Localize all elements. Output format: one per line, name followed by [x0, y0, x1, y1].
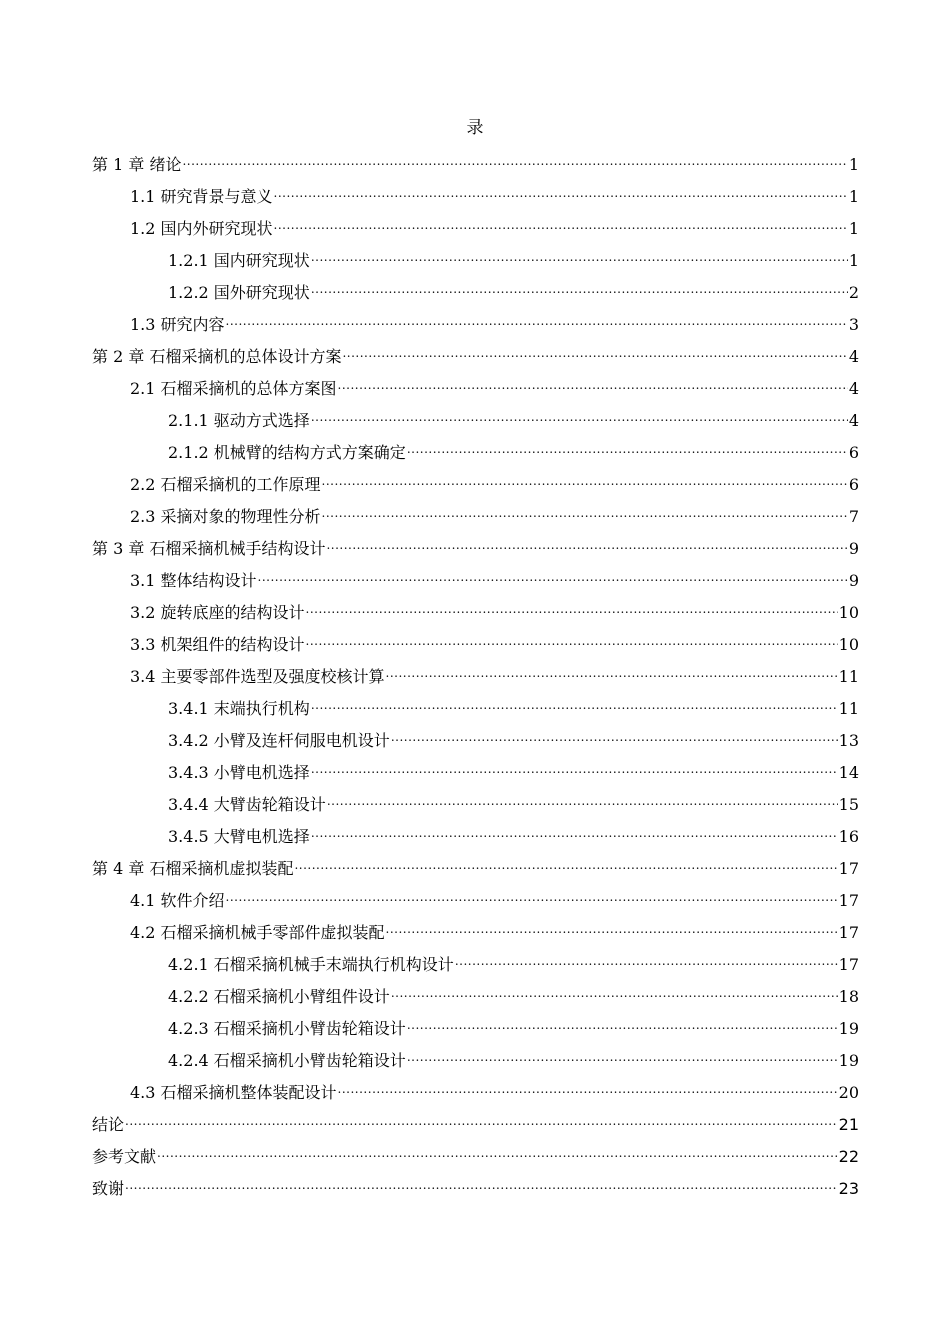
toc-entry-page-number: 17 [838, 891, 859, 910]
toc-entry-page-number: 23 [838, 1179, 859, 1198]
toc-entry[interactable] [92, 144, 859, 176]
toc-dot-leader [311, 816, 838, 842]
toc-entry-label: 致谢 [92, 1179, 125, 1198]
toc-entry-label: 3.3 机架组件的结构设计 [130, 635, 305, 654]
toc-entry[interactable] [92, 880, 859, 912]
toc-entry[interactable] [92, 592, 859, 624]
toc-entry-label: 4.2.2 石榴采摘机小臂组件设计 [168, 987, 390, 1006]
toc-entry-label: 4.2 石榴采摘机械手零部件虚拟装配 [130, 923, 385, 942]
toc-dot-leader [125, 1168, 838, 1194]
toc-entry-page-number: 15 [838, 795, 859, 814]
toc-entry-page-number: 21 [838, 1115, 859, 1134]
toc-entry[interactable] [92, 624, 859, 656]
toc-entry-page-number: 7 [848, 507, 859, 526]
toc-dot-leader [327, 784, 838, 810]
toc-dot-leader [391, 720, 838, 746]
toc-entry[interactable] [92, 432, 859, 464]
toc-entry-page-number: 1 [848, 155, 859, 174]
toc-dot-leader [455, 944, 838, 970]
toc-entry-page-number: 4 [848, 347, 859, 366]
toc-entry-label: 1.2 国内外研究现状 [130, 219, 273, 238]
toc-dot-leader [311, 240, 848, 266]
toc-entry[interactable] [92, 1168, 859, 1200]
toc-entry[interactable] [92, 464, 859, 496]
toc-entry[interactable] [92, 528, 859, 560]
toc-entry-page-number: 10 [838, 635, 859, 654]
toc-dot-leader [311, 400, 848, 426]
toc-dot-leader [407, 1008, 838, 1034]
toc-entry[interactable] [92, 784, 859, 816]
toc-entry-label: 2.1.1 驱动方式选择 [168, 411, 310, 430]
toc-entry-page-number: 9 [848, 571, 859, 590]
toc-dot-leader [342, 336, 847, 362]
toc-entry-page-number: 9 [848, 539, 859, 558]
toc-entry-page-number: 16 [838, 827, 859, 846]
toc-entry-page-number: 2 [848, 283, 859, 302]
toc-entry-page-number: 19 [838, 1019, 859, 1038]
toc-dot-leader [322, 464, 848, 490]
toc-entry-label: 3.2 旋转底座的结构设计 [130, 603, 305, 622]
toc-entry-page-number: 19 [838, 1051, 859, 1070]
toc-entry[interactable] [92, 272, 859, 304]
toc-entry-label: 3.4.4 大臂齿轮箱设计 [168, 795, 326, 814]
toc-dot-leader [391, 976, 838, 1002]
toc-entry-label: 第 3 章 石榴采摘机械手结构设计 [92, 539, 326, 558]
toc-entry-page-number: 4 [848, 379, 859, 398]
toc-entry[interactable] [92, 368, 859, 400]
toc-entry[interactable] [92, 208, 859, 240]
toc-title: 录 [466, 118, 484, 138]
toc-dot-leader [311, 272, 848, 298]
toc-entry-label: 2.1.2 机械臂的结构方式方案确定 [168, 443, 406, 462]
toc-entry[interactable] [92, 688, 859, 720]
toc-entry-page-number: 17 [838, 859, 859, 878]
toc-entry-label: 3.4.2 小臂及连杆伺服电机设计 [168, 731, 390, 750]
toc-dot-leader [294, 848, 837, 874]
toc-entry-label: 4.2.1 石榴采摘机械手末端执行机构设计 [168, 955, 454, 974]
toc-entry-label: 2.3 采摘对象的物理性分析 [130, 507, 321, 526]
toc-dot-leader [306, 592, 838, 618]
toc-entry-page-number: 1 [848, 251, 859, 270]
toc-entry-page-number: 17 [838, 955, 859, 974]
toc-dot-leader [226, 304, 848, 330]
toc-entry[interactable] [92, 240, 859, 272]
toc-entry-label: 1.1 研究背景与意义 [130, 187, 273, 206]
toc-entry[interactable] [92, 720, 859, 752]
toc-entry-label: 第 2 章 石榴采摘机的总体设计方案 [92, 347, 342, 366]
toc-dot-leader [226, 880, 838, 906]
toc-entry[interactable] [92, 1040, 859, 1072]
toc-dot-leader [125, 1104, 838, 1130]
toc-entry[interactable] [92, 752, 859, 784]
toc-entry-page-number: 3 [848, 315, 859, 334]
toc-dot-leader [407, 432, 848, 458]
toc-entry[interactable] [92, 944, 859, 976]
toc-entry[interactable] [92, 400, 859, 432]
toc-entry-label: 1.3 研究内容 [130, 315, 225, 334]
toc-entry-page-number: 18 [838, 987, 859, 1006]
toc-dot-leader [322, 496, 848, 522]
toc-entry[interactable] [92, 496, 859, 528]
toc-entry-label: 3.4.5 大臂电机选择 [168, 827, 310, 846]
toc-entry-page-number: 6 [848, 475, 859, 494]
toc-entry-label: 结论 [92, 1115, 125, 1134]
toc-entry-label: 1.2.2 国外研究现状 [168, 283, 310, 302]
toc-entry[interactable] [92, 1104, 859, 1136]
toc-entry-page-number: 10 [838, 603, 859, 622]
toc-entry-page-number: 22 [838, 1147, 859, 1166]
toc-dot-leader [338, 368, 848, 394]
toc-entry-label: 第 4 章 石榴采摘机虚拟装配 [92, 859, 294, 878]
toc-entry[interactable] [92, 1072, 859, 1104]
toc-entry[interactable] [92, 816, 859, 848]
toc-entry[interactable] [92, 1136, 859, 1168]
toc-entry[interactable] [92, 848, 859, 880]
toc-dot-leader [157, 1136, 838, 1162]
toc-entry[interactable] [92, 656, 859, 688]
toc-entry-page-number: 6 [848, 443, 859, 462]
toc-entry-label: 第 1 章 绪论 [92, 155, 182, 174]
toc-entry-page-number: 11 [838, 699, 859, 718]
toc-entry[interactable] [92, 176, 859, 208]
toc-dot-leader [306, 624, 838, 650]
toc-dot-leader [258, 560, 848, 586]
toc-entry[interactable] [92, 336, 859, 368]
toc-entry-page-number: 14 [838, 763, 859, 782]
toc-entry-label: 4.2.3 石榴采摘机小臂齿轮箱设计 [168, 1019, 406, 1038]
toc-entry-label: 3.4.3 小臂电机选择 [168, 763, 310, 782]
toc-entry-page-number: 17 [838, 923, 859, 942]
toc-entry-page-number: 1 [848, 219, 859, 238]
toc-entry-label: 3.4.1 末端执行机构 [168, 699, 310, 718]
toc-dot-leader [274, 176, 848, 202]
toc-entry-label: 4.3 石榴采摘机整体装配设计 [130, 1083, 337, 1102]
toc-dot-leader [182, 144, 847, 170]
toc-entry-label: 参考文献 [92, 1147, 157, 1166]
toc-dot-leader [338, 1072, 838, 1098]
toc-entry[interactable] [92, 304, 859, 336]
toc-dot-leader [386, 912, 838, 938]
toc-dot-leader [326, 528, 847, 554]
toc-dot-leader [274, 208, 848, 234]
toc-entry-label: 2.1 石榴采摘机的总体方案图 [130, 379, 337, 398]
toc-entry-label: 4.2.4 石榴采摘机小臂齿轮箱设计 [168, 1051, 406, 1070]
toc-dot-leader [311, 688, 838, 714]
toc-entry-page-number: 1 [848, 187, 859, 206]
toc-entry-label: 4.1 软件介绍 [130, 891, 225, 910]
toc-entry-page-number: 20 [838, 1083, 859, 1102]
toc-dot-leader [386, 656, 838, 682]
toc-entry-label: 1.2.1 国内研究现状 [168, 251, 310, 270]
toc-entry-page-number: 11 [838, 667, 859, 686]
toc-entry-label: 3.1 整体结构设计 [130, 571, 257, 590]
toc-entry[interactable] [92, 976, 859, 1008]
toc-entry[interactable] [92, 912, 859, 944]
toc-entry-label: 3.4 主要零部件选型及强度校核计算 [130, 667, 385, 686]
toc-dot-leader [407, 1040, 838, 1066]
toc-entry[interactable] [92, 1008, 859, 1040]
toc-entry-label: 2.2 石榴采摘机的工作原理 [130, 475, 321, 494]
toc-entry-page-number: 13 [838, 731, 859, 750]
toc-entry-page-number: 4 [848, 411, 859, 430]
table-of-contents [92, 144, 859, 1200]
toc-entry[interactable] [92, 560, 859, 592]
toc-dot-leader [311, 752, 838, 778]
